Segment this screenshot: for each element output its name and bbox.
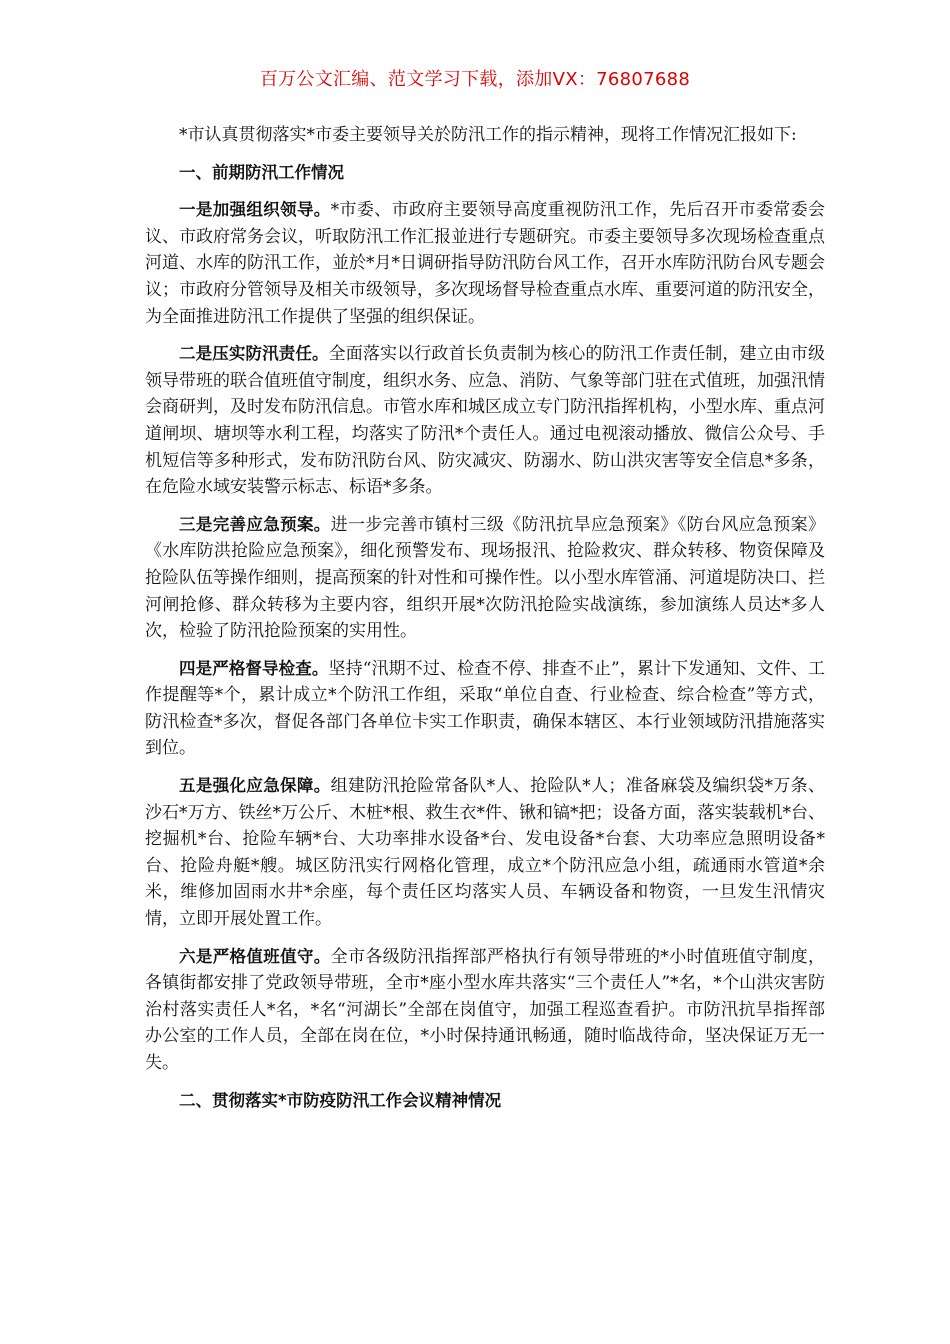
item-paragraph-4 [145,656,825,762]
item-lead: 四是严格督导检查。 [179,658,329,678]
section-heading-1: 一、前期防汛工作情况 [179,162,344,182]
item-paragraph-3 [145,512,825,645]
item-text: 坚持“汛期不过、检查不停、排查不止”，累计下发通知、文件、工作提醒等*个，累计成立*个防汛工作组，采取“单位自查、行业检查、综合检查”等方式，防汛检查*多次，督促各部门各单位卡实工作职责，确保本辖区、本行业领域防汛措施落实到位。 [145,658,826,759]
document-body [145,122,825,1125]
item-paragraph-6 [145,944,825,1077]
item-text: 全市各级防汛指挥部严格执行有领导带班的*小时值班值守制度，各镇街都安排了党政领导带班，全市*座小型水库共落实“三个责任人”*名，*个山洪灾害防治村落实责任人*名，*名“河湖长”全部在岗值守，加强工程巡查看护。市防汛抗旱指挥部办公室的工作人员，全部在岗在位，*小时保持通讯畅通，随时临战待命，坚决保证万无一失。 [145,946,826,1073]
item-lead: 三是完善应急预案。 [179,514,331,534]
item-text: 全面落实以行政首长负责制为核心的防汛工作责任制，建立由市级领导带班的联合值班值守制度，组织水务、应急、消防、气象等部门驻在式值班，加强汛情会商研判，及时发布防汛信息。市管水库和城区成立专门防汛指挥机构，小型水库、重点河道闸坝、塘坝等水利工程，均落实了防汛*个责任人。通过电视滚动播放、微信公众号、手机短信等多种形式，发布防汛防台风、防灾减灾、防溺水、防山洪灾害等安全信息*多条，在危险水域安装警示标志、标语*多条。 [145,344,826,498]
section-heading-2: 二、贯彻落实*市防疫防汛工作会议精神情况 [179,1090,502,1110]
item-paragraph-5 [145,773,825,933]
item-lead: 一是加强组织领导。 [179,200,331,220]
item-text: 组建防汛抢险常备队*人、抢险队*人；准备麻袋及编织袋*万条、沙石*万方、铁丝*万公斤、木桩*根、救生衣*件、锹和镐*把；设备方面，落实装载机*台、挖掘机*台、抢险车辆*台、大功率排水设备*台、发电设备*台套、大功率应急照明设备*台、抢险舟艇*艘。城区防汛实行网格化管理，成立*个防汛应急小组，疏通雨水管道*余米，维修加固雨水井*余座，每个责任区均落实人员、车辆设备和物资，一旦发生汛情灾情，立即开展处置工作。 [145,776,826,930]
item-lead: 六是严格值班值守。 [179,946,331,966]
item-paragraph-2 [145,341,825,501]
item-text: 进一步完善市镇村三级《防汛抗旱应急预案》《防台风应急预案》《水库防洪抢险应急预案》，细化预警发布、现场报汛、抢险救灾、群众转移、物资保障及抢险队伍等操作细则，提高预案的针对性和可操作性。以小型水库管涌、河道堤防决口、拦河闸抢修、群众转移为主要内容，组织开展*次防汛抢险实战演练，参加演练人员达*多人次，检验了防汛抢险预案的实用性。 [145,514,826,642]
item-lead: 五是强化应急保障。 [179,776,331,796]
item-lead: 二是压实防汛责任。 [179,344,329,364]
intro-paragraph: *市认真贯彻落实*市委主要领导关於防汛工作的指示精神，现将工作情况汇报如下: [179,125,797,145]
item-paragraph-1 [145,197,825,330]
header-banner: 百万公文汇编、范文学习下载，添加VX：76807688 [259,69,691,90]
item-text: *市委、市政府主要领导高度重视防汛工作，先后召开市委常委会议、市政府常务会议，听取防汛工作汇报並进行专题研究。市委主要领导多次现场检查重点河道、水库的防汛工作，並於*月*日调研指导防汛防台风工作，召开水库防汛防台风专题会议；市政府分管领导及相关市级领导，多次现场督导检查重点水库、重要河道的防汛安全，为全面推进防汛工作提供了坚强的组织保证。 [145,200,826,327]
